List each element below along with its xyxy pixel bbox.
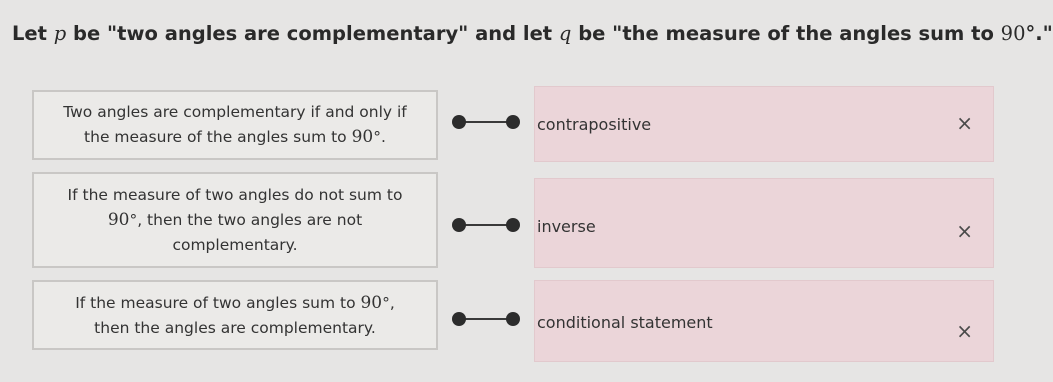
match-row-3	[0, 276, 1002, 364]
remove-match-icon[interactable]: ×	[956, 219, 973, 243]
match-connector-1	[452, 115, 520, 129]
remove-match-icon[interactable]: ×	[956, 319, 973, 343]
answer-card-3[interactable]	[534, 280, 994, 362]
prompt-degree-value: 90	[1000, 22, 1026, 45]
answer-card-2[interactable]	[534, 178, 994, 268]
answer-label: conditional statement	[537, 313, 713, 332]
connector-end-dot	[506, 115, 520, 129]
statement-text: Two angles are complementary if and only if the measure of the angles sum to 90°.	[63, 102, 407, 147]
match-row-1	[0, 84, 1002, 162]
variable-q: q	[558, 22, 572, 45]
connector-start-dot	[452, 312, 466, 326]
statement-card-3[interactable]	[32, 280, 438, 350]
statement-card-2[interactable]	[32, 172, 438, 268]
variable-p: p	[53, 22, 67, 45]
match-connector-2	[452, 218, 520, 232]
connector-end-dot	[506, 312, 520, 326]
statement-card-1[interactable]	[32, 90, 438, 160]
connector-start-dot	[452, 218, 466, 232]
statement-text: If the measure of two angles sum to 90°, then the angles are complementary.	[75, 292, 395, 338]
statement-text: If the measure of two angles do not sum to 90°, then the two angles are not complementary.	[67, 185, 403, 255]
answer-card-1[interactable]	[534, 86, 994, 162]
match-connector-3	[452, 312, 520, 326]
remove-match-icon[interactable]: ×	[956, 111, 973, 135]
prompt-text: be "the measure of the angles sum to	[571, 22, 1001, 45]
connector-start-dot	[452, 115, 466, 129]
answer-label: contrapositive	[537, 115, 652, 134]
prompt-text: Let	[12, 22, 54, 45]
prompt-text: °."	[1025, 22, 1053, 45]
question-prompt	[12, 22, 1053, 45]
match-row-2	[0, 172, 1002, 268]
connector-end-dot	[506, 218, 520, 232]
prompt-text: be "two angles are complementary" and let	[66, 22, 559, 45]
answer-label: inverse	[537, 217, 596, 236]
